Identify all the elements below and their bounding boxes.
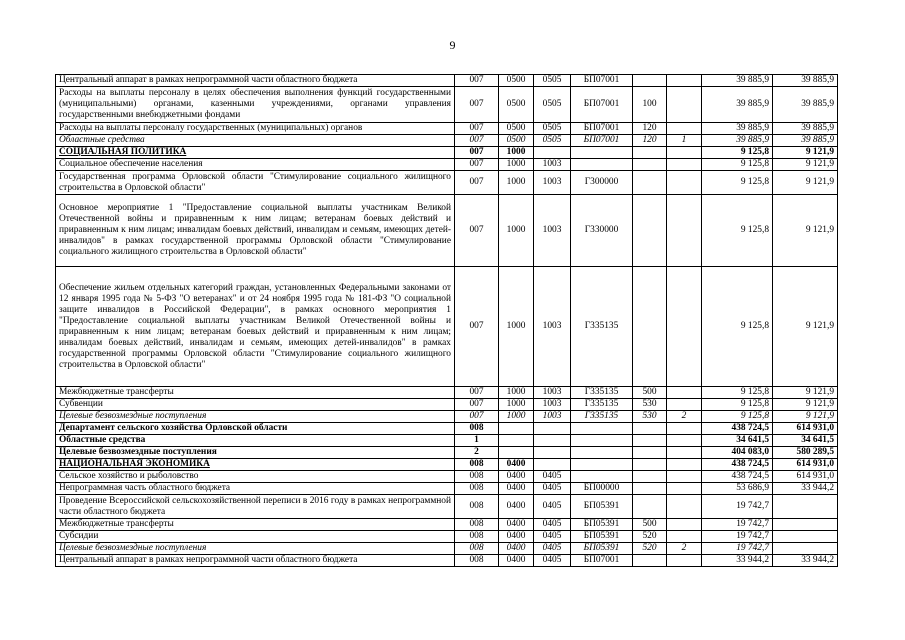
cell-target-article: Г335135 <box>571 399 633 411</box>
cell-subsection: 1003 <box>534 411 571 423</box>
cell-target-article: БП05391 <box>571 531 633 543</box>
cell-source <box>667 399 702 411</box>
cell-admin-code: 008 <box>455 495 499 519</box>
cell-description: Непрограммная часть областного бюджета <box>56 483 455 495</box>
cell-amount-year2: 39 885,9 <box>773 123 838 135</box>
cell-section: 1000 <box>499 171 534 195</box>
cell-description: Областные средства <box>56 435 455 447</box>
cell-source: 2 <box>667 543 702 555</box>
cell-description: Департамент сельского хозяйства Орловской области <box>56 423 455 435</box>
cell-section: 0400 <box>499 459 534 471</box>
cell-section: 0500 <box>499 75 534 87</box>
cell-amount-year2 <box>773 543 838 555</box>
cell-amount-year2: 9 121,9 <box>773 387 838 399</box>
cell-description: Социальное обеспечение населения <box>56 159 455 171</box>
cell-amount-year2: 9 121,9 <box>773 159 838 171</box>
cell-source <box>667 87 702 123</box>
cell-amount-year1: 53 686,9 <box>702 483 773 495</box>
cell-target-article: Г335135 <box>571 387 633 399</box>
cell-source <box>667 423 702 435</box>
table-row <box>56 447 838 459</box>
cell-expense-type <box>633 75 667 87</box>
cell-description: Субвенции <box>56 399 455 411</box>
cell-amount-year2: 9 121,9 <box>773 147 838 159</box>
cell-source <box>667 459 702 471</box>
cell-expense-type <box>633 483 667 495</box>
table-row <box>56 147 838 159</box>
table-row <box>56 87 838 123</box>
cell-source <box>667 147 702 159</box>
cell-admin-code: 007 <box>455 387 499 399</box>
cell-target-article <box>571 459 633 471</box>
cell-section: 0400 <box>499 471 534 483</box>
cell-expense-type <box>633 147 667 159</box>
cell-subsection: 0405 <box>534 555 571 567</box>
cell-description: Расходы на выплаты персоналу государственных (муниципальных) органов <box>56 123 455 135</box>
cell-section: 0500 <box>499 135 534 147</box>
cell-subsection: 1003 <box>534 399 571 411</box>
cell-source <box>667 267 702 387</box>
cell-section <box>499 447 534 459</box>
cell-source <box>667 171 702 195</box>
cell-target-article: Г335135 <box>571 267 633 387</box>
cell-amount-year1: 33 944,2 <box>702 555 773 567</box>
cell-subsection <box>534 447 571 459</box>
cell-amount-year2: 9 121,9 <box>773 399 838 411</box>
cell-amount-year1: 19 742,7 <box>702 531 773 543</box>
cell-admin-code: 008 <box>455 543 499 555</box>
cell-section: 0500 <box>499 87 534 123</box>
cell-expense-type: 120 <box>633 123 667 135</box>
table-row <box>56 543 838 555</box>
cell-amount-year2: 33 944,2 <box>773 483 838 495</box>
cell-subsection: 0505 <box>534 87 571 123</box>
cell-source <box>667 495 702 519</box>
cell-subsection: 0505 <box>534 123 571 135</box>
cell-amount-year2 <box>773 531 838 543</box>
cell-amount-year1: 9 125,8 <box>702 147 773 159</box>
cell-amount-year2: 34 641,5 <box>773 435 838 447</box>
cell-description: Основное мероприятие 1 "Предоставление социальной выплаты участникам Великой Отечественной войны и приравненным к ним лицам; ветеранам боевых действий и приравненным к ним лицам; инвалидам боевых действий, инвалидам и семьям, имеющих детей-инвалидов" в рамках государственной программы Орловской области "Стимулирование социального жилищного строительства в Орловской области" <box>56 195 455 267</box>
cell-description: Центральный аппарат в рамках непрограммной части областного бюджета <box>56 555 455 567</box>
cell-amount-year2: 39 885,9 <box>773 135 838 147</box>
table-row <box>56 411 838 423</box>
cell-subsection: 0405 <box>534 531 571 543</box>
cell-amount-year1: 34 641,5 <box>702 435 773 447</box>
cell-target-article: БП07001 <box>571 123 633 135</box>
table-row <box>56 75 838 87</box>
cell-subsection: 1003 <box>534 171 571 195</box>
cell-subsection: 0405 <box>534 519 571 531</box>
cell-target-article: БП05391 <box>571 543 633 555</box>
cell-source <box>667 387 702 399</box>
cell-subsection: 1003 <box>534 387 571 399</box>
cell-expense-type: 500 <box>633 519 667 531</box>
cell-subsection: 0405 <box>534 495 571 519</box>
cell-target-article: БП05391 <box>571 495 633 519</box>
cell-section: 1000 <box>499 195 534 267</box>
cell-amount-year2: 614 931,0 <box>773 423 838 435</box>
cell-expense-type: 500 <box>633 387 667 399</box>
cell-description: Целевые безвозмездные поступления <box>56 543 455 555</box>
cell-amount-year1: 9 125,8 <box>702 411 773 423</box>
cell-admin-code: 008 <box>455 423 499 435</box>
cell-expense-type <box>633 435 667 447</box>
cell-subsection <box>534 435 571 447</box>
cell-target-article <box>571 447 633 459</box>
cell-target-article <box>571 147 633 159</box>
cell-subsection: 0405 <box>534 483 571 495</box>
cell-amount-year2: 39 885,9 <box>773 87 838 123</box>
cell-target-article <box>571 423 633 435</box>
cell-amount-year1: 9 125,8 <box>702 399 773 411</box>
cell-expense-type <box>633 171 667 195</box>
table-body <box>56 75 838 567</box>
cell-expense-type: 530 <box>633 411 667 423</box>
table-row <box>56 531 838 543</box>
cell-target-article: БП00000 <box>571 483 633 495</box>
cell-expense-type: 520 <box>633 531 667 543</box>
cell-description: Межбюджетные трансферты <box>56 387 455 399</box>
cell-admin-code: 008 <box>455 483 499 495</box>
cell-amount-year1: 404 083,0 <box>702 447 773 459</box>
cell-description: Областные средства <box>56 135 455 147</box>
cell-subsection: 1003 <box>534 267 571 387</box>
cell-expense-type <box>633 267 667 387</box>
cell-description: Субсидии <box>56 531 455 543</box>
cell-amount-year2 <box>773 519 838 531</box>
cell-section: 0400 <box>499 555 534 567</box>
cell-description: Расходы на выплаты персоналу в целях обеспечения выполнения функций государственными (муниципальными) органами, казенными учреждениями, органами управления государственными внебюджетными фондами <box>56 87 455 123</box>
cell-section: 0400 <box>499 495 534 519</box>
cell-source: 2 <box>667 411 702 423</box>
cell-admin-code: 007 <box>455 411 499 423</box>
cell-admin-code: 007 <box>455 75 499 87</box>
cell-expense-type <box>633 195 667 267</box>
cell-subsection: 1003 <box>534 195 571 267</box>
cell-subsection <box>534 147 571 159</box>
cell-admin-code: 008 <box>455 519 499 531</box>
table-row <box>56 123 838 135</box>
cell-target-article: Г335135 <box>571 411 633 423</box>
cell-expense-type <box>633 447 667 459</box>
cell-amount-year1: 9 125,8 <box>702 159 773 171</box>
table-row <box>56 159 838 171</box>
cell-amount-year1: 9 125,8 <box>702 267 773 387</box>
cell-section: 0400 <box>499 531 534 543</box>
cell-target-article <box>571 471 633 483</box>
table-row <box>56 423 838 435</box>
cell-admin-code: 007 <box>455 159 499 171</box>
cell-source: 1 <box>667 135 702 147</box>
cell-expense-type: 120 <box>633 135 667 147</box>
cell-description: Межбюджетные трансферты <box>56 519 455 531</box>
cell-amount-year1: 9 125,8 <box>702 171 773 195</box>
cell-admin-code: 008 <box>455 531 499 543</box>
cell-source <box>667 75 702 87</box>
table-row <box>56 387 838 399</box>
cell-amount-year1: 39 885,9 <box>702 75 773 87</box>
cell-amount-year1: 19 742,7 <box>702 495 773 519</box>
table-row <box>56 435 838 447</box>
cell-source <box>667 123 702 135</box>
cell-target-article <box>571 159 633 171</box>
cell-section: 1000 <box>499 159 534 171</box>
cell-amount-year1: 39 885,9 <box>702 123 773 135</box>
cell-admin-code: 007 <box>455 171 499 195</box>
cell-admin-code: 007 <box>455 135 499 147</box>
cell-subsection <box>534 459 571 471</box>
cell-admin-code: 008 <box>455 471 499 483</box>
cell-source <box>667 471 702 483</box>
cell-admin-code: 008 <box>455 459 499 471</box>
cell-amount-year1: 39 885,9 <box>702 135 773 147</box>
cell-section: 1000 <box>499 387 534 399</box>
cell-section: 0400 <box>499 543 534 555</box>
cell-admin-code: 007 <box>455 267 499 387</box>
cell-amount-year2: 9 121,9 <box>773 267 838 387</box>
cell-description: Целевые безвозмездные поступления <box>56 411 455 423</box>
cell-subsection: 0405 <box>534 543 571 555</box>
cell-amount-year2: 614 931,0 <box>773 471 838 483</box>
cell-expense-type <box>633 555 667 567</box>
cell-description: НАЦИОНАЛЬНАЯ ЭКОНОМИКА <box>56 459 455 471</box>
cell-amount-year1: 9 125,8 <box>702 195 773 267</box>
cell-amount-year1: 438 724,5 <box>702 459 773 471</box>
table-row <box>56 399 838 411</box>
cell-admin-code: 007 <box>455 147 499 159</box>
cell-source <box>667 435 702 447</box>
cell-source <box>667 159 702 171</box>
cell-amount-year2: 9 121,9 <box>773 411 838 423</box>
cell-subsection: 0505 <box>534 75 571 87</box>
cell-admin-code: 1 <box>455 435 499 447</box>
cell-description: Обеспечение жильем отдельных категорий граждан, установленных Федеральными законами от 12 января 1995 года № 5-ФЗ "О ветеранах" и от 24 ноября 1995 года № 181-ФЗ "О социальной защите инвалидов в Российской Федерации", в рамках основного мероприятия 1 "Предоставление социальной выплаты участникам Великой Отечественной войны и приравненным к ним лицам; ветеранам боевых действий и приравненным к ним лицам; инвалидам боевых действий, инвалидам и семьям, имеющих детей-инвалидов" в рамках государственной программы Орловской области "Стимулирование социального жилищного строительства в Орловской области" <box>56 267 455 387</box>
cell-section <box>499 435 534 447</box>
cell-admin-code: 007 <box>455 87 499 123</box>
cell-target-article: БП07001 <box>571 87 633 123</box>
table-row <box>56 195 838 267</box>
cell-source <box>667 531 702 543</box>
cell-subsection: 1003 <box>534 159 571 171</box>
cell-expense-type: 530 <box>633 399 667 411</box>
cell-target-article: БП05391 <box>571 519 633 531</box>
cell-expense-type <box>633 471 667 483</box>
cell-subsection: 0505 <box>534 135 571 147</box>
cell-amount-year2: 580 289,5 <box>773 447 838 459</box>
cell-subsection <box>534 423 571 435</box>
cell-amount-year1: 438 724,5 <box>702 423 773 435</box>
cell-expense-type <box>633 423 667 435</box>
cell-target-article: БП07001 <box>571 555 633 567</box>
table-row <box>56 171 838 195</box>
cell-source <box>667 195 702 267</box>
cell-amount-year1: 39 885,9 <box>702 87 773 123</box>
cell-section: 0500 <box>499 123 534 135</box>
cell-description: Целевые безвозмездные поступления <box>56 447 455 459</box>
cell-section: 0400 <box>499 483 534 495</box>
cell-target-article: Г300000 <box>571 171 633 195</box>
cell-description: Сельское хозяйство и рыболовство <box>56 471 455 483</box>
cell-description: Центральный аппарат в рамках непрограммной части областного бюджета <box>56 75 455 87</box>
cell-amount-year2: 9 121,9 <box>773 171 838 195</box>
cell-source <box>667 483 702 495</box>
cell-description: Проведение Всероссийской сельскохозяйственной переписи в 2016 году в рамках непрограммной части областного бюджета <box>56 495 455 519</box>
table-row <box>56 519 838 531</box>
cell-admin-code: 007 <box>455 195 499 267</box>
cell-amount-year1: 438 724,5 <box>702 471 773 483</box>
cell-expense-type <box>633 495 667 519</box>
table-row <box>56 471 838 483</box>
cell-source <box>667 447 702 459</box>
cell-section <box>499 423 534 435</box>
cell-section: 1000 <box>499 267 534 387</box>
budget-table <box>55 74 838 567</box>
table-row <box>56 267 838 387</box>
cell-expense-type <box>633 159 667 171</box>
cell-admin-code: 008 <box>455 555 499 567</box>
cell-source <box>667 519 702 531</box>
cell-amount-year2: 39 885,9 <box>773 75 838 87</box>
cell-admin-code: 2 <box>455 447 499 459</box>
table-row <box>56 459 838 471</box>
cell-amount-year2: 9 121,9 <box>773 195 838 267</box>
cell-target-article: Г330000 <box>571 195 633 267</box>
cell-amount-year2: 614 931,0 <box>773 459 838 471</box>
cell-amount-year2: 33 944,2 <box>773 555 838 567</box>
cell-admin-code: 007 <box>455 123 499 135</box>
cell-target-article <box>571 435 633 447</box>
cell-amount-year1: 19 742,7 <box>702 543 773 555</box>
cell-amount-year2 <box>773 495 838 519</box>
table-row <box>56 555 838 567</box>
cell-expense-type: 100 <box>633 87 667 123</box>
table-row <box>56 483 838 495</box>
cell-source <box>667 555 702 567</box>
cell-section: 1000 <box>499 147 534 159</box>
cell-admin-code: 007 <box>455 399 499 411</box>
cell-section: 1000 <box>499 411 534 423</box>
cell-target-article: БП07001 <box>571 135 633 147</box>
cell-subsection: 0405 <box>534 471 571 483</box>
cell-description: Государственная программа Орловской области "Стимулирование социального жилищного строительства в Орловской области" <box>56 171 455 195</box>
cell-target-article: БП07001 <box>571 75 633 87</box>
cell-expense-type: 520 <box>633 543 667 555</box>
cell-amount-year1: 19 742,7 <box>702 519 773 531</box>
table-row <box>56 495 838 519</box>
cell-amount-year1: 9 125,8 <box>702 387 773 399</box>
cell-section: 0400 <box>499 519 534 531</box>
page-number: 9 <box>449 38 456 52</box>
cell-section: 1000 <box>499 399 534 411</box>
cell-expense-type <box>633 459 667 471</box>
table-row <box>56 135 838 147</box>
cell-description: СОЦИАЛЬНАЯ ПОЛИТИКА <box>56 147 455 159</box>
